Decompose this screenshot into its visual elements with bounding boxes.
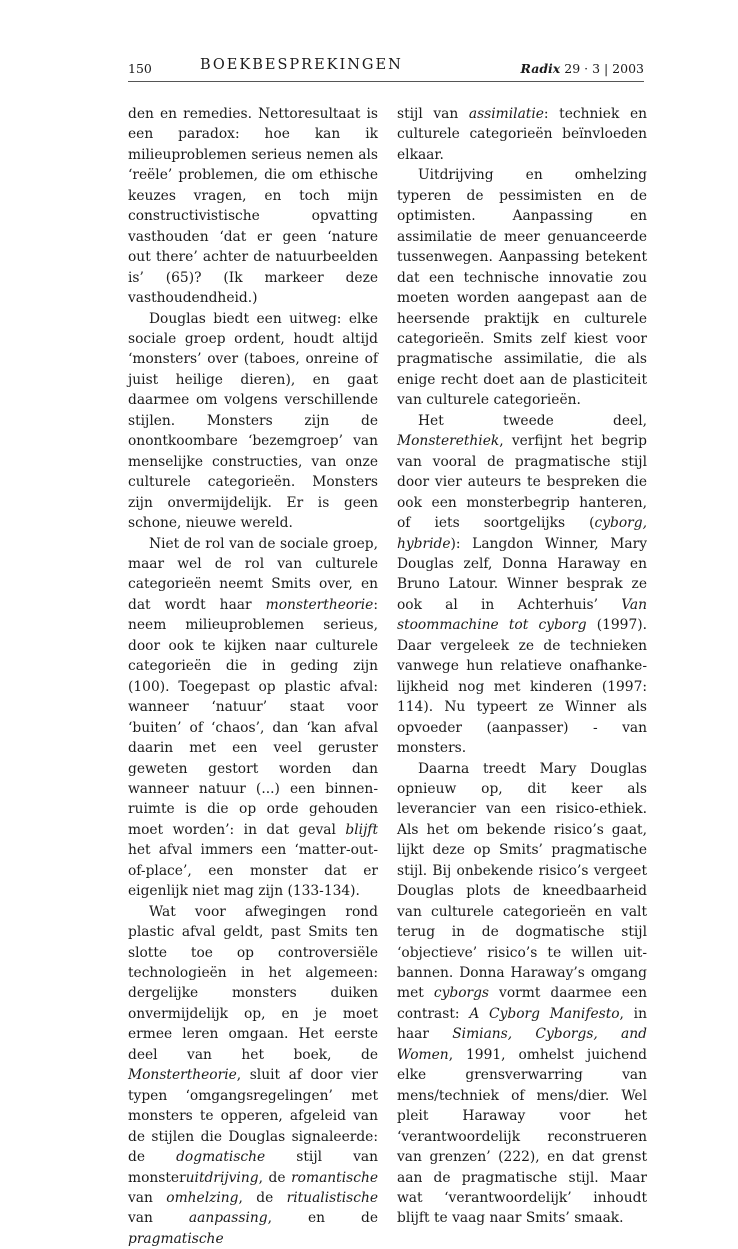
paragraph: den en remedies. Nettoresultaat is een paradox: hoe kan ik milieuproblemen serieus nemen als ‘reële’ problemen, die om ethische keuzes vragen, en toch mijn constructivistische opvatting vasthouden ‘dat er geen ‘nature out there’ achter de natuurbeelden is’ (65)? (Ik markeer deze vasthoudendheid.) (128, 106, 378, 307)
page-number: 150 (128, 61, 152, 76)
paragraph: Uitdrijving en omhelzing typeren de pessimisten en de optimisten. Aanpassing en assimilatie de meer genuanceerde tussenwegen. Aanpassing betekent dat een technische innovatie zou moeten worden aangepast aan de heersende praktijk en culturele categorieën. Smits zelf kiest voor pragmatische assimilatie, die als enige recht doet aan de plasticiteit van culturele categorieën. (397, 167, 647, 409)
paragraph: Daarna treedt Mary Douglas opnieuw op, dit keer als leverancier van een risico-ethiek. Als het om bekende risico’s gaat, lijkt deze op Smits’ pragmatische stijl. Bij onbekende risico’s vergeet Douglas plots de kneedbaarheid van culturele categorieën en valt terug in de dogmatische stijl ‘objectieve’ risico’s te willen uitbannen. Donna Haraway’s omgang met cyborgs vormt daarmee een contrast: A Cyborg Manifesto, in haar Simians, Cyborgs, and Women, 1991, omhelst juichend elke grensverwarring van mens/techniek of mens/dier. Wel pleit Haraway voor het ‘verantwoordelijk reconstrueren van grenzen’ (222), en dat grenst aan de pragmatische stijl. Maar wat ‘verantwoordelijk’ inhoudt blijft te vaag naar Smits’ smaak. (397, 760, 647, 1227)
section-title: BOEKBESPREKINGEN (200, 57, 403, 73)
paragraph: Niet de rol van de sociale groep, maar wel de rol van culturele categorieën neemt Smits over, en dat wordt haar monstertheorie: neem milieuproblemen serieus, door ook te kijken naar culturele categorieën die in geding zijn (100). Toegepast op plastic afval: wanneer ‘natuur’ staat voor ‘buiten’ of ‘chaos’, dan ‘kan afval daarin met een veel geruster geweten gestort worden dan wanneer natuur (...) een binnenruimte is die op orde gehouden moet worden’: in dat geval blijft het afval immers een ‘matter-out-of-place’, een monster dat er eigenlijk niet mag zijn (133-134). (128, 535, 378, 900)
left-column (128, 104, 378, 1249)
paragraph: Douglas biedt een uitweg: elke sociale groep ordent, houdt altijd ‘monsters’ over (taboes, onreine of juist heilige dieren), en gaat daarmee om volgens verschillende stijlen. Monsters zijn de onontkoombare ‘bezemgroep’ van menselijke constructies, van onze culturele categorieën. Monsters zijn onvermijdelijk. Er is geen schone, nieuwe wereld. (128, 310, 378, 532)
right-column (397, 104, 647, 1229)
running-header (128, 57, 644, 83)
paragraph: Wat voor afwegingen rond plastic afval geldt, past Smits ten slotte toe op controversiële technologieën in het algemeen: dergelijke monsters duiken onvermijdelijk op, en je moet ermee leren omgaan. Het eerste deel van het boek, de Monstertheorie, sluit af door vier typen ‘omgangsregelingen’ met monsters te opperen, afgeleid van de stijlen die Douglas signaleerde: de dogmatische stijl van monsteruitdrijving, de romantische van omhelzing, de ritualistische van aanpassing, en de pragmatische (128, 903, 379, 1247)
journal-issue: 29 · 3 | 2003 (564, 61, 644, 76)
paragraph: stijl van assimilatie: techniek en culturele categorieën beïnvloeden elkaar. (397, 106, 647, 163)
paragraph: Het tweede deel, Monsterethiek, verfijnt het begrip van vooral de pragmatische stijl door vier auteurs te bespreken die ook een monsterbegrip hanteren, of iets soortgelijks (cyborg, hybride): Langdon Winner, Mary Douglas zelf, Donna Haraway en Bruno Latour. Winner besprak ze ook al in Achterhuis’ Van stoommachine tot cyborg (1997). Daar vergeleek ze de technieken vanwege hun relatieve onafhankelijkheid nog met kinderen (1997: 114). Nu typeert ze Winner als opvoeder (aanpasser) - van monsters. (397, 412, 647, 757)
journal-name: Radix (520, 61, 561, 76)
journal-reference (521, 61, 644, 76)
header-rule (128, 81, 644, 82)
